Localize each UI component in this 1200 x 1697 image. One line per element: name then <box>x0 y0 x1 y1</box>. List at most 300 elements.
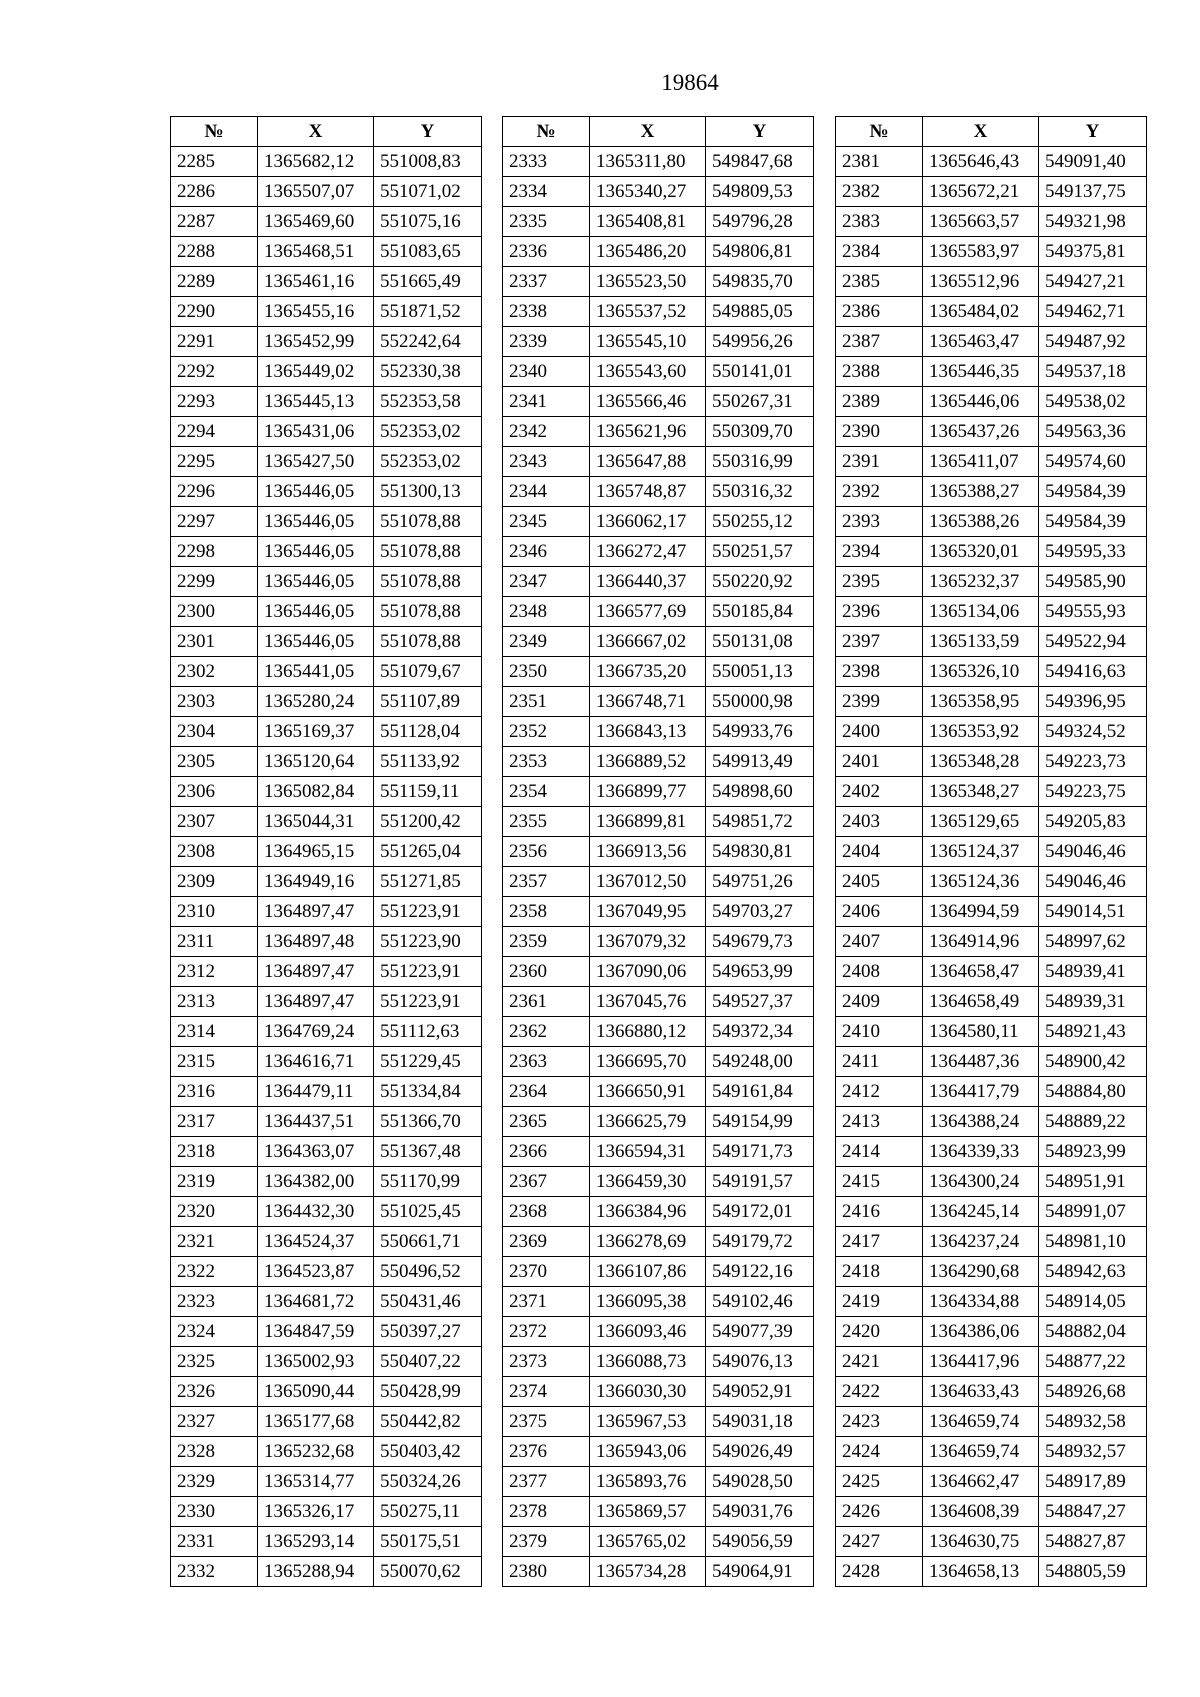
cell-x: 1365169,37 <box>258 717 374 747</box>
cell-y: 548900,42 <box>1039 1047 1147 1077</box>
cell-x: 1364334,88 <box>923 1287 1039 1317</box>
cell-number: 2337 <box>503 267 590 297</box>
table-row <box>503 777 814 807</box>
table-row <box>171 1497 482 1527</box>
cell-number: 2425 <box>836 1467 923 1497</box>
cell-y: 550141,01 <box>706 357 814 387</box>
page-number: 19864 <box>661 70 719 95</box>
table-row <box>836 537 1147 567</box>
table-row <box>836 987 1147 1017</box>
cell-x: 1365967,53 <box>590 1407 706 1437</box>
cell-y: 549527,37 <box>706 987 814 1017</box>
cell-x: 1365326,17 <box>258 1497 374 1527</box>
cell-y: 550000,98 <box>706 687 814 717</box>
cell-number: 2309 <box>171 867 258 897</box>
cell-y: 549375,81 <box>1039 237 1147 267</box>
coordinate-table-2 <box>502 116 814 1587</box>
table-row <box>171 1377 482 1407</box>
table-row <box>836 1017 1147 1047</box>
cell-y: 548827,87 <box>1039 1527 1147 1557</box>
cell-x: 1365408,81 <box>590 207 706 237</box>
cell-y: 551366,70 <box>374 1107 482 1137</box>
cell-number: 2348 <box>503 597 590 627</box>
cell-y: 548926,68 <box>1039 1377 1147 1407</box>
table-row <box>836 447 1147 477</box>
cell-y: 549014,51 <box>1039 897 1147 927</box>
cell-x: 1366913,56 <box>590 837 706 867</box>
cell-number: 2412 <box>836 1077 923 1107</box>
cell-number: 2399 <box>836 687 923 717</box>
cell-y: 548991,07 <box>1039 1197 1147 1227</box>
cell-number: 2380 <box>503 1557 590 1587</box>
cell-number: 2342 <box>503 417 590 447</box>
table-row <box>503 1317 814 1347</box>
cell-x: 1365449,02 <box>258 357 374 387</box>
cell-x: 1365441,05 <box>258 657 374 687</box>
table-row <box>503 657 814 687</box>
table-row <box>503 747 814 777</box>
table-row <box>836 417 1147 447</box>
cell-number: 2336 <box>503 237 590 267</box>
cell-number: 2324 <box>171 1317 258 1347</box>
cell-y: 549179,72 <box>706 1227 814 1257</box>
cell-x: 1364949,16 <box>258 867 374 897</box>
cell-x: 1364580,11 <box>923 1017 1039 1047</box>
cell-y: 548923,99 <box>1039 1137 1147 1167</box>
table-row <box>171 1317 482 1347</box>
cell-number: 2394 <box>836 537 923 567</box>
cell-x: 1365120,64 <box>258 747 374 777</box>
cell-number: 2365 <box>503 1107 590 1137</box>
table-row <box>171 1467 482 1497</box>
cell-x: 1365486,20 <box>590 237 706 267</box>
table-row <box>836 1557 1147 1587</box>
cell-number: 2395 <box>836 567 923 597</box>
table-row <box>836 1497 1147 1527</box>
cell-y: 549154,99 <box>706 1107 814 1137</box>
cell-x: 1366278,69 <box>590 1227 706 1257</box>
cell-x: 1366459,30 <box>590 1167 706 1197</box>
cell-number: 2419 <box>836 1287 923 1317</box>
column-header-y: Y <box>374 117 482 147</box>
cell-x: 1365411,07 <box>923 447 1039 477</box>
table-row <box>836 177 1147 207</box>
cell-x: 1364914,96 <box>923 927 1039 957</box>
cell-number: 2372 <box>503 1317 590 1347</box>
cell-y: 549898,60 <box>706 777 814 807</box>
table-row <box>171 627 482 657</box>
table-row <box>171 1077 482 1107</box>
cell-number: 2305 <box>171 747 258 777</box>
table-row <box>503 477 814 507</box>
cell-number: 2373 <box>503 1347 590 1377</box>
cell-x: 1364662,47 <box>923 1467 1039 1497</box>
cell-y: 551008,83 <box>374 147 482 177</box>
table-row <box>503 1407 814 1437</box>
table-row <box>836 627 1147 657</box>
cell-number: 2410 <box>836 1017 923 1047</box>
cell-number: 2343 <box>503 447 590 477</box>
cell-y: 552353,02 <box>374 447 482 477</box>
cell-number: 2321 <box>171 1227 258 1257</box>
table-row <box>503 867 814 897</box>
cell-y: 549102,46 <box>706 1287 814 1317</box>
table-row <box>836 477 1147 507</box>
cell-number: 2351 <box>503 687 590 717</box>
cell-number: 2290 <box>171 297 258 327</box>
table-row <box>171 777 482 807</box>
table-row <box>836 567 1147 597</box>
cell-x: 1366107,86 <box>590 1257 706 1287</box>
cell-y: 549396,95 <box>1039 687 1147 717</box>
cell-y: 549563,36 <box>1039 417 1147 447</box>
cell-y: 549137,75 <box>1039 177 1147 207</box>
cell-number: 2350 <box>503 657 590 687</box>
cell-number: 2325 <box>171 1347 258 1377</box>
cell-number: 2398 <box>836 657 923 687</box>
table-row <box>503 447 814 477</box>
cell-y: 548942,63 <box>1039 1257 1147 1287</box>
cell-x: 1365583,97 <box>923 237 1039 267</box>
table-row <box>503 1137 814 1167</box>
cell-number: 2400 <box>836 717 923 747</box>
table-row <box>836 1077 1147 1107</box>
cell-x: 1365455,16 <box>258 297 374 327</box>
table-row <box>171 987 482 1017</box>
coordinate-table-3 <box>835 116 1147 1587</box>
cell-x: 1365314,77 <box>258 1467 374 1497</box>
cell-y: 549122,16 <box>706 1257 814 1287</box>
table-row <box>836 1107 1147 1137</box>
cell-number: 2420 <box>836 1317 923 1347</box>
table-row <box>836 1167 1147 1197</box>
cell-x: 1365543,60 <box>590 357 706 387</box>
table-row <box>171 177 482 207</box>
cell-x: 1365232,68 <box>258 1437 374 1467</box>
cell-x: 1365621,96 <box>590 417 706 447</box>
cell-y: 549223,75 <box>1039 777 1147 807</box>
cell-x: 1366577,69 <box>590 597 706 627</box>
table-row <box>171 867 482 897</box>
cell-x: 1365340,27 <box>590 177 706 207</box>
cell-y: 549585,90 <box>1039 567 1147 597</box>
cell-x: 1366748,71 <box>590 687 706 717</box>
cell-y: 548889,22 <box>1039 1107 1147 1137</box>
cell-x: 1367012,50 <box>590 867 706 897</box>
table-row <box>171 567 482 597</box>
cell-y: 551128,04 <box>374 717 482 747</box>
cell-y: 550220,92 <box>706 567 814 597</box>
table-row <box>503 957 814 987</box>
cell-number: 2428 <box>836 1557 923 1587</box>
cell-x: 1365446,06 <box>923 387 1039 417</box>
cell-y: 549028,50 <box>706 1467 814 1497</box>
cell-x: 1365002,93 <box>258 1347 374 1377</box>
cell-number: 2423 <box>836 1407 923 1437</box>
table-row <box>503 147 814 177</box>
cell-x: 1364659,74 <box>923 1437 1039 1467</box>
cell-number: 2418 <box>836 1257 923 1287</box>
cell-number: 2415 <box>836 1167 923 1197</box>
cell-y: 549796,28 <box>706 207 814 237</box>
column-header-y: Y <box>706 117 814 147</box>
cell-y: 550309,70 <box>706 417 814 447</box>
table-row <box>836 897 1147 927</box>
table-row <box>171 237 482 267</box>
cell-number: 2296 <box>171 477 258 507</box>
cell-number: 2318 <box>171 1137 258 1167</box>
cell-y: 551078,88 <box>374 507 482 537</box>
cell-y: 551871,52 <box>374 297 482 327</box>
cell-y: 550267,31 <box>706 387 814 417</box>
cell-x: 1365446,05 <box>258 477 374 507</box>
cell-x: 1365893,76 <box>590 1467 706 1497</box>
cell-number: 2312 <box>171 957 258 987</box>
cell-x: 1366843,13 <box>590 717 706 747</box>
cell-number: 2346 <box>503 537 590 567</box>
table-row <box>171 1227 482 1257</box>
table-row <box>836 957 1147 987</box>
cell-x: 1364386,06 <box>923 1317 1039 1347</box>
cell-number: 2301 <box>171 627 258 657</box>
table-row <box>171 387 482 417</box>
cell-number: 2379 <box>503 1527 590 1557</box>
table-row <box>171 1197 482 1227</box>
cell-y: 551133,92 <box>374 747 482 777</box>
cell-y: 549172,01 <box>706 1197 814 1227</box>
cell-number: 2308 <box>171 837 258 867</box>
cell-y: 551079,67 <box>374 657 482 687</box>
table-row <box>171 297 482 327</box>
cell-x: 1366440,37 <box>590 567 706 597</box>
cell-y: 549487,92 <box>1039 327 1147 357</box>
cell-number: 2371 <box>503 1287 590 1317</box>
table-row <box>171 1167 482 1197</box>
table-row <box>503 387 814 417</box>
cell-y: 549416,63 <box>1039 657 1147 687</box>
cell-number: 2366 <box>503 1137 590 1167</box>
cell-number: 2388 <box>836 357 923 387</box>
cell-y: 548917,89 <box>1039 1467 1147 1497</box>
table-row <box>171 657 482 687</box>
cell-x: 1367045,76 <box>590 987 706 1017</box>
cell-y: 551367,48 <box>374 1137 482 1167</box>
cell-y: 551223,90 <box>374 927 482 957</box>
cell-x: 1365734,28 <box>590 1557 706 1587</box>
cell-x: 1365090,44 <box>258 1377 374 1407</box>
table-row <box>171 207 482 237</box>
cell-y: 549031,76 <box>706 1497 814 1527</box>
table-row <box>171 747 482 777</box>
table-row <box>503 627 814 657</box>
table-row <box>836 1527 1147 1557</box>
cell-number: 2339 <box>503 327 590 357</box>
cell-y: 548914,05 <box>1039 1287 1147 1317</box>
column-header-number: № <box>836 117 923 147</box>
table-row <box>836 837 1147 867</box>
column-header-x: X <box>923 117 1039 147</box>
column-header-x: X <box>590 117 706 147</box>
cell-x: 1365437,26 <box>923 417 1039 447</box>
cell-x: 1365082,84 <box>258 777 374 807</box>
cell-y: 549191,57 <box>706 1167 814 1197</box>
cell-number: 2381 <box>836 147 923 177</box>
cell-y: 548997,62 <box>1039 927 1147 957</box>
cell-x: 1366062,17 <box>590 507 706 537</box>
cell-x: 1364658,47 <box>923 957 1039 987</box>
cell-y: 548921,43 <box>1039 1017 1147 1047</box>
cell-y: 551200,42 <box>374 807 482 837</box>
cell-number: 2364 <box>503 1077 590 1107</box>
cell-x: 1365044,31 <box>258 807 374 837</box>
cell-y: 549555,93 <box>1039 597 1147 627</box>
cell-x: 1365358,95 <box>923 687 1039 717</box>
cell-y: 548847,27 <box>1039 1497 1147 1527</box>
table-row <box>503 1497 814 1527</box>
cell-number: 2427 <box>836 1527 923 1557</box>
cell-x: 1364237,24 <box>923 1227 1039 1257</box>
cell-x: 1365124,37 <box>923 837 1039 867</box>
table-row <box>503 897 814 927</box>
cell-y: 549851,72 <box>706 807 814 837</box>
table-row <box>503 1227 814 1257</box>
cell-number: 2334 <box>503 177 590 207</box>
table-row <box>503 297 814 327</box>
cell-y: 549046,46 <box>1039 867 1147 897</box>
cell-number: 2359 <box>503 927 590 957</box>
cell-number: 2378 <box>503 1497 590 1527</box>
cell-y: 548932,57 <box>1039 1437 1147 1467</box>
cell-number: 2358 <box>503 897 590 927</box>
cell-y: 550275,11 <box>374 1497 482 1527</box>
table-row <box>836 867 1147 897</box>
cell-y: 550051,13 <box>706 657 814 687</box>
table-row <box>171 327 482 357</box>
table-row <box>503 1107 814 1137</box>
cell-y: 550397,27 <box>374 1317 482 1347</box>
cell-x: 1364388,24 <box>923 1107 1039 1137</box>
cell-number: 2369 <box>503 1227 590 1257</box>
table-row <box>171 267 482 297</box>
cell-number: 2424 <box>836 1437 923 1467</box>
cell-x: 1364523,87 <box>258 1257 374 1287</box>
cell-x: 1364658,13 <box>923 1557 1039 1587</box>
cell-number: 2376 <box>503 1437 590 1467</box>
cell-y: 549064,91 <box>706 1557 814 1587</box>
cell-x: 1365469,60 <box>258 207 374 237</box>
cell-x: 1365134,06 <box>923 597 1039 627</box>
cell-y: 549462,71 <box>1039 297 1147 327</box>
cell-number: 2291 <box>171 327 258 357</box>
cell-x: 1364897,47 <box>258 897 374 927</box>
cell-number: 2405 <box>836 867 923 897</box>
cell-x: 1365133,59 <box>923 627 1039 657</box>
table-row <box>836 807 1147 837</box>
table-row <box>171 837 482 867</box>
cell-x: 1364524,37 <box>258 1227 374 1257</box>
cell-y: 550175,51 <box>374 1527 482 1557</box>
table-row <box>503 177 814 207</box>
cell-x: 1365445,13 <box>258 387 374 417</box>
table-row <box>503 1377 814 1407</box>
cell-x: 1366272,47 <box>590 537 706 567</box>
cell-number: 2387 <box>836 327 923 357</box>
table-row <box>836 357 1147 387</box>
table-row <box>171 537 482 567</box>
cell-x: 1366088,73 <box>590 1347 706 1377</box>
cell-number: 2327 <box>171 1407 258 1437</box>
table-row <box>171 507 482 537</box>
cell-x: 1365523,50 <box>590 267 706 297</box>
cell-x: 1365293,14 <box>258 1527 374 1557</box>
table-row <box>836 1227 1147 1257</box>
cell-y: 551083,65 <box>374 237 482 267</box>
cell-y: 549830,81 <box>706 837 814 867</box>
table-row <box>503 1167 814 1197</box>
table-row <box>503 1347 814 1377</box>
cell-number: 2357 <box>503 867 590 897</box>
cell-x: 1364847,59 <box>258 1317 374 1347</box>
table-row <box>836 927 1147 957</box>
table-row <box>836 507 1147 537</box>
cell-number: 2311 <box>171 927 258 957</box>
cell-y: 550185,84 <box>706 597 814 627</box>
cell-y: 548981,10 <box>1039 1227 1147 1257</box>
cell-number: 2383 <box>836 207 923 237</box>
cell-y: 549913,49 <box>706 747 814 777</box>
cell-x: 1366093,46 <box>590 1317 706 1347</box>
cell-y: 549835,70 <box>706 267 814 297</box>
cell-number: 2315 <box>171 1047 258 1077</box>
cell-y: 549751,26 <box>706 867 814 897</box>
cell-y: 549372,34 <box>706 1017 814 1047</box>
cell-number: 2382 <box>836 177 923 207</box>
cell-x: 1365682,12 <box>258 147 374 177</box>
table-row <box>836 747 1147 777</box>
cell-y: 549161,84 <box>706 1077 814 1107</box>
cell-y: 550407,22 <box>374 1347 482 1377</box>
table-row <box>836 1137 1147 1167</box>
cell-y: 549522,94 <box>1039 627 1147 657</box>
cell-x: 1365431,06 <box>258 417 374 447</box>
table-row <box>836 717 1147 747</box>
cell-y: 549574,60 <box>1039 447 1147 477</box>
cell-number: 2297 <box>171 507 258 537</box>
cell-y: 548882,04 <box>1039 1317 1147 1347</box>
cell-y: 550428,99 <box>374 1377 482 1407</box>
cell-y: 551112,63 <box>374 1017 482 1047</box>
column-header-x: X <box>258 117 374 147</box>
cell-number: 2392 <box>836 477 923 507</box>
cell-x: 1365463,47 <box>923 327 1039 357</box>
table-row <box>836 387 1147 417</box>
cell-x: 1365537,52 <box>590 297 706 327</box>
cell-y: 552330,38 <box>374 357 482 387</box>
cell-number: 2306 <box>171 777 258 807</box>
cell-x: 1365348,28 <box>923 747 1039 777</box>
table-row <box>503 507 814 537</box>
cell-number: 2417 <box>836 1227 923 1257</box>
cell-x: 1364417,96 <box>923 1347 1039 1377</box>
cell-x: 1366735,20 <box>590 657 706 687</box>
cell-y: 549584,39 <box>1039 507 1147 537</box>
cell-number: 2341 <box>503 387 590 417</box>
cell-y: 549679,73 <box>706 927 814 957</box>
cell-y: 550251,57 <box>706 537 814 567</box>
cell-number: 2375 <box>503 1407 590 1437</box>
table-row <box>503 1437 814 1467</box>
cell-x: 1364633,43 <box>923 1377 1039 1407</box>
